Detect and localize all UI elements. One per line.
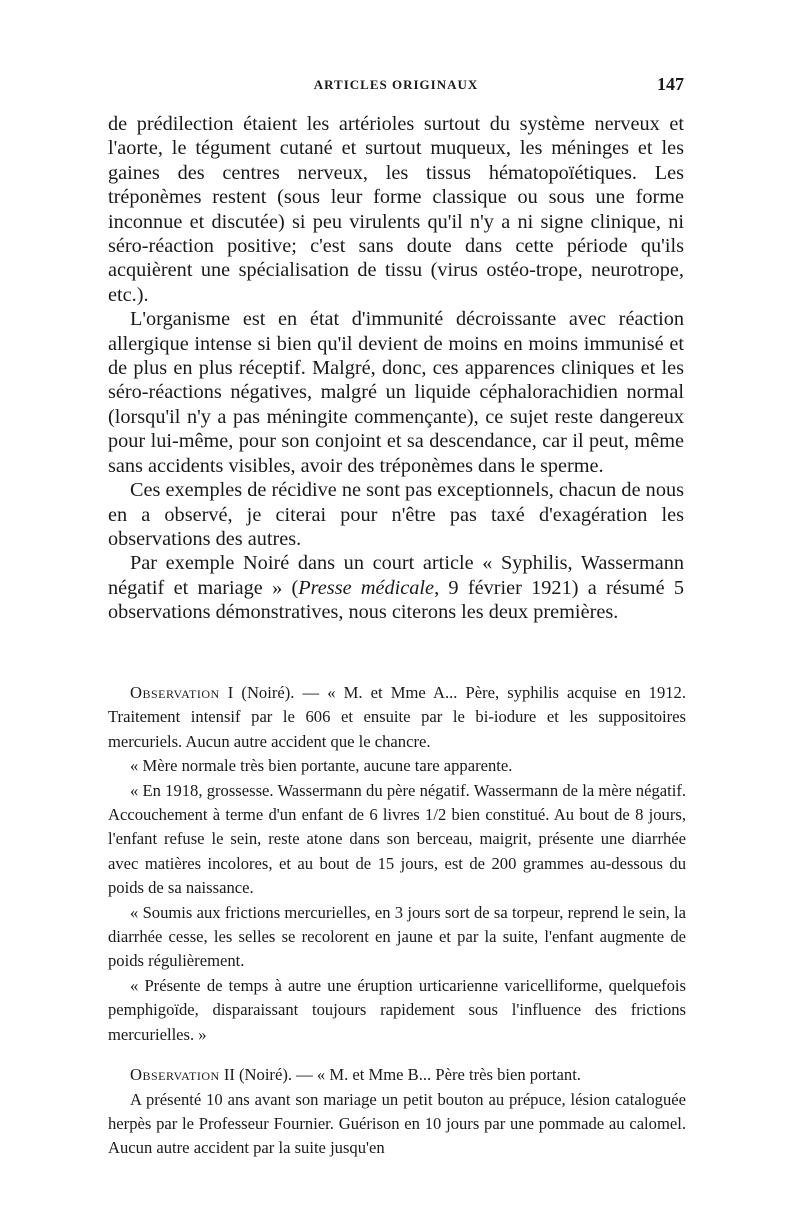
paragraph-3: Ces exemples de récidive ne sont pas exceptionnels, chacun de nous en a observé, je citerai pour n'être pas taxé d'exagération les observations des autres.: [108, 479, 684, 550]
observation-1-intro: [108, 681, 686, 754]
observation-1-label: Observation: [130, 683, 220, 702]
journal-title: Presse médicale: [298, 576, 435, 599]
observation-1-line-3: « En 1918, grossesse. Wassermann du père négatif. Wassermann de la mère négatif. Accouchement à terme d'un enfant de 6 livres 1/2 bien constitué. Au bout de 8 jours, l'enfant refuse le sein, reste atone dans son berceau, maigrit, présente une diarrhée avec matières incolores, et au bout de 15 jours, est de 200 grammes au-dessous du poids de sa naissance.: [108, 780, 686, 898]
paragraph-1: de prédilection étaient les artérioles surtout du système nerveux et l'aorte, le tégument cutané et surtout muqueux, les méninges et les gaines des centres nerveux, les tissus hématopoïétiques. Les tréponèmes restent (sous leur forme classique ou sous une forme inconnue et discutée) si peu virulents qu'il n'y a ni signe clinique, ni séro-réaction positive; c'est sans doute dans cette période qu'ils acquièrent une spécialisation de tissu (virus ostéo-trope, neurotrope, etc.).: [108, 113, 684, 306]
observation-2-label: Observation: [130, 1065, 220, 1085]
page-number: 147: [657, 74, 684, 94]
paragraph-2: L'organisme est en état d'immunité décroissante avec réaction allergique intense si bien qu'il devient de moins en moins immunisé et de plus en plus réceptif. Malgré, donc, ces apparences cliniques et les séro-réactions négatives, malgré un liquide céphalorachidien normal (lorsqu'il n'y a pas méningite commençante), ce sujet reste dangereux pour lui-même, pour son conjoint et sa descendance, car il peut, même sans accidents visibles, avoir des tréponèmes dans le sperme.: [108, 308, 684, 477]
observation-2-numeral: II (Noiré).: [223, 1065, 292, 1085]
main-body-text: [108, 112, 684, 625]
observation-1-numeral: I (Noiré).: [227, 683, 295, 702]
running-head: [108, 74, 684, 96]
observation-2-text: — « M. et Mme B... Père très bien portant.: [292, 1065, 581, 1085]
paragraph-4-end: , 9 février 1921) a résumé 5 observations démonstratives, nous citerons les deux premières.: [108, 576, 684, 624]
observation-1-line-4: « Soumis aux frictions mercurielles, en 3 jours sort de sa torpeur, reprend le sein, la diarrhée cesse, les selles se recolorent en jaune et par la suite, l'enfant augmente de poids régulièrement.: [108, 902, 686, 971]
observation-1-text: — « M. et Mme A... Père, syphilis acquise en 1912. Traitement intensif par le 606 et ensuite par le bi-iodure et les suppositoires mercuriels. Aucun autre accident que le chancre.: [108, 683, 687, 751]
observation-2-line-2: A présenté 10 ans avant son mariage un petit bouton au prépuce, lésion cataloguée herpès par le Professeur Fournier. Guérison en 10 jours par une pommade au calomel. Aucun autre accident par la suite jusqu'en: [108, 1089, 686, 1158]
observation-1-line-5: « Présente de temps à autre une éruption urticarienne varicelliforme, quelquefois pemphigoïde, disparaissant toujours rapidement sous l'influence des frictions mercurielles. »: [108, 975, 686, 1044]
observations-section: [108, 681, 686, 1161]
paragraph-4: [108, 551, 684, 624]
observation-2-intro: [108, 1063, 686, 1087]
observation-1-line-2: « Mère normale très bien portante, aucune tare apparente.: [130, 756, 513, 776]
running-title: ARTICLES ORIGINAUX: [313, 77, 479, 92]
paragraph-4-start: Par exemple Noiré dans un court article « Syphilis, Wassermann négatif et mariage » (: [108, 552, 684, 599]
